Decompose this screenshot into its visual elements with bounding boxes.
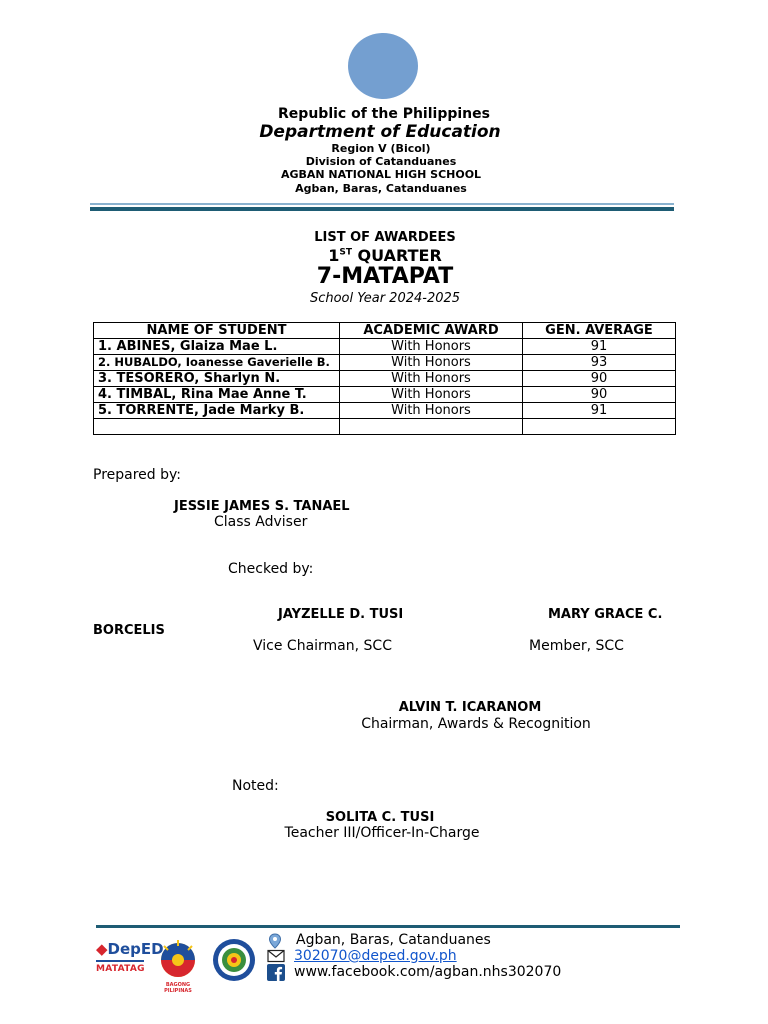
table-row-empty — [94, 419, 676, 435]
header-divider-thin — [90, 203, 674, 205]
header-region: Region V (Bicol) — [331, 142, 431, 155]
school-year: School Year 2024-2025 — [309, 291, 461, 306]
table-row — [94, 371, 676, 387]
deped-logo-word: DepED — [107, 940, 164, 958]
deped-matatag-logo — [96, 940, 164, 984]
bagong-pilipinas-text: BAGONG PILIPINAS — [164, 982, 192, 994]
checked-by-label: Checked by: — [228, 561, 314, 577]
school-seal — [348, 33, 418, 99]
bagong-pilipinas-logo — [156, 938, 200, 994]
bagong-pilipinas-emblem-icon — [156, 938, 200, 978]
column-header-award: ACADEMIC AWARD — [340, 323, 523, 339]
column-header-average: GEN. AVERAGE — [523, 323, 676, 339]
chairman-role: Chairman, Awards & Recognition — [361, 716, 591, 732]
header-address: Agban, Baras, Catanduanes — [295, 182, 467, 195]
noted-label: Noted: — [232, 778, 279, 794]
noted-role: Teacher III/Officer-In-Charge — [284, 825, 480, 841]
student-name: 4. TIMBAL, Rina Mae Anne T. — [94, 387, 340, 403]
header-school: AGBAN NATIONAL HIGH SCHOOL — [280, 168, 482, 181]
header-republic: Republic of the Philippines — [278, 106, 490, 122]
academic-award: With Honors — [340, 371, 523, 387]
deped-logo-text — [96, 940, 164, 958]
prepared-by-role: Class Adviser — [214, 514, 308, 530]
table-row — [94, 355, 676, 371]
academic-award: With Honors — [340, 355, 523, 371]
quarter-word: QUARTER — [351, 246, 442, 265]
general-average: 91 — [523, 403, 676, 419]
general-average: 93 — [523, 355, 676, 371]
general-average — [523, 419, 676, 435]
academic-award: With Honors — [340, 339, 523, 355]
checker2-name-part1: MARY GRACE C. — [548, 607, 663, 622]
section-title: 7-MATAPAT — [316, 264, 454, 289]
footer-divider — [96, 925, 680, 928]
school-emblem-icon — [212, 938, 256, 982]
student-name: 2. HUBALDO, Ioanesse Gaverielle B. — [94, 355, 340, 371]
header-divider-thick — [90, 207, 674, 211]
quarter-number: 1 — [328, 246, 340, 265]
column-header-name: NAME OF STUDENT — [94, 323, 340, 339]
student-name: 3. TESORERO, Sharlyn N. — [94, 371, 340, 387]
academic-award — [340, 419, 523, 435]
awardees-table — [93, 322, 676, 435]
checker1-role: Vice Chairman, SCC — [253, 638, 392, 654]
general-average: 90 — [523, 387, 676, 403]
table-row — [94, 387, 676, 403]
chairman-name: ALVIN T. ICARANOM — [398, 700, 542, 715]
quarter-title — [0, 246, 768, 265]
table-row — [94, 339, 676, 355]
general-average: 91 — [523, 339, 676, 355]
noted-name: SOLITA C. TUSI — [325, 810, 435, 825]
email-envelope-icon — [267, 949, 285, 963]
academic-award: With Honors — [340, 403, 523, 419]
matatag-text: MATATAG — [96, 964, 145, 974]
checker2-name-part2: BORCELIS — [93, 623, 165, 638]
student-name — [94, 419, 340, 435]
facebook-icon — [267, 964, 285, 981]
table-row — [94, 403, 676, 419]
deped-logo-mark: ◆ — [96, 940, 108, 958]
school-logo — [212, 938, 256, 982]
header-department: Department of Education — [259, 122, 501, 142]
header-division: Division of Catanduanes — [305, 155, 457, 168]
list-title: LIST OF AWARDEES — [314, 230, 456, 245]
student-name: 5. TORRENTE, Jade Marky B. — [94, 403, 340, 419]
student-name: 1. ABINES, Glaiza Mae L. — [94, 339, 340, 355]
prepared-by-name: JESSIE JAMES S. TANAEL — [174, 499, 350, 514]
prepared-by-label: Prepared by: — [93, 467, 181, 483]
checker2-role: Member, SCC — [529, 638, 624, 654]
academic-award: With Honors — [340, 387, 523, 403]
footer-email-link[interactable]: 302070@deped.gov.ph — [294, 948, 457, 964]
quarter-suffix: ST — [339, 247, 352, 258]
footer-facebook-link[interactable]: www.facebook.com/agban.nhs302070 — [294, 964, 562, 980]
table-header-row — [94, 323, 676, 339]
general-average: 90 — [523, 371, 676, 387]
footer-address: Agban, Baras, Catanduanes — [296, 932, 491, 948]
deped-logo-bar — [96, 960, 144, 962]
checker1-name: JAYZELLE D. TUSI — [278, 607, 404, 622]
location-pin-icon — [268, 933, 282, 949]
